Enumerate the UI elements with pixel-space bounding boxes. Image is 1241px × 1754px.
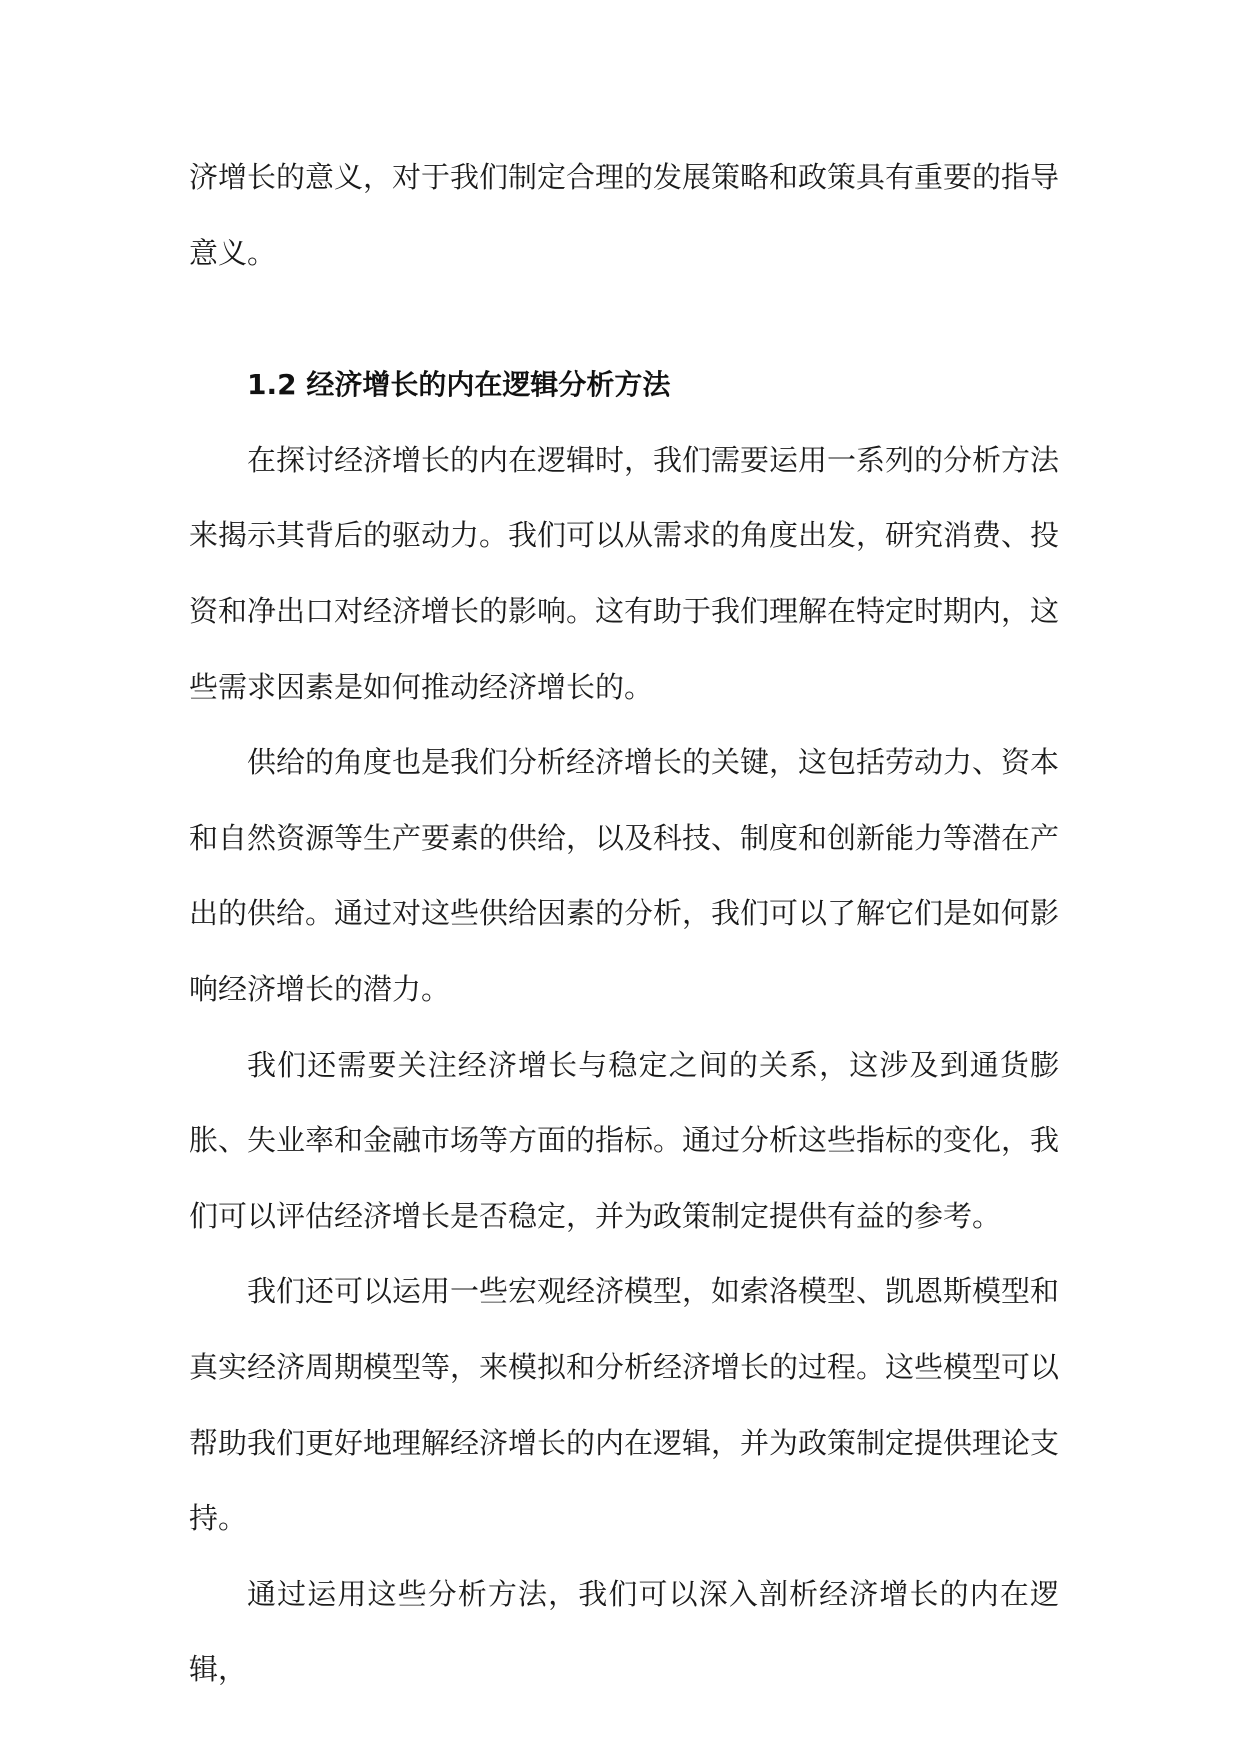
paragraph-stability: 我们还需要关注经济增长与稳定之间的关系，这涉及到通货膨胀、失业率和金融市场等方面的指标。通过分析这些指标的变化，我们可以评估经济增长是否稳定，并为政策制定提供有益的参考。 (189, 1047, 1060, 1233)
paragraph-demand: 在探讨经济增长的内在逻辑时，我们需要运用一系列的分析方法来揭示其背后的驱动力。我们可以从需求的角度出发，研究消费、投资和净出口对经济增长的影响。这有助于我们理解在特定时期内，这些需求因素是如何推动经济增长的。 (189, 442, 1060, 704)
paragraph-models: 我们还可以运用一些宏观经济模型，如索洛模型、凯恩斯模型和真实经济周期模型等，来模拟和分析经济增长的过程。这些模型可以帮助我们更好地理解经济增长的内在逻辑，并为政策制定提供理论支持。 (189, 1274, 1060, 1536)
paragraph-conclusion: 通过运用这些分析方法，我们可以深入剖析经济增长的内在逻辑， (189, 1576, 1059, 1687)
paragraph-supply: 供给的角度也是我们分析经济增长的关键，这包括劳动力、资本和自然资源等生产要素的供给，以及科技、制度和创新能力等潜在产出的供给。通过对这些供给因素的分析，我们可以了解它们是如何影响经济增长的潜力。 (189, 745, 1060, 1006)
document-body (189, 140, 1059, 1708)
section-heading: 1.2 经济增长的内在逻辑分析方法 (247, 368, 671, 402)
continuation-paragraph: 济增长的意义，对于我们制定合理的发展策略和政策具有重要的指导意义。 (189, 160, 1060, 270)
